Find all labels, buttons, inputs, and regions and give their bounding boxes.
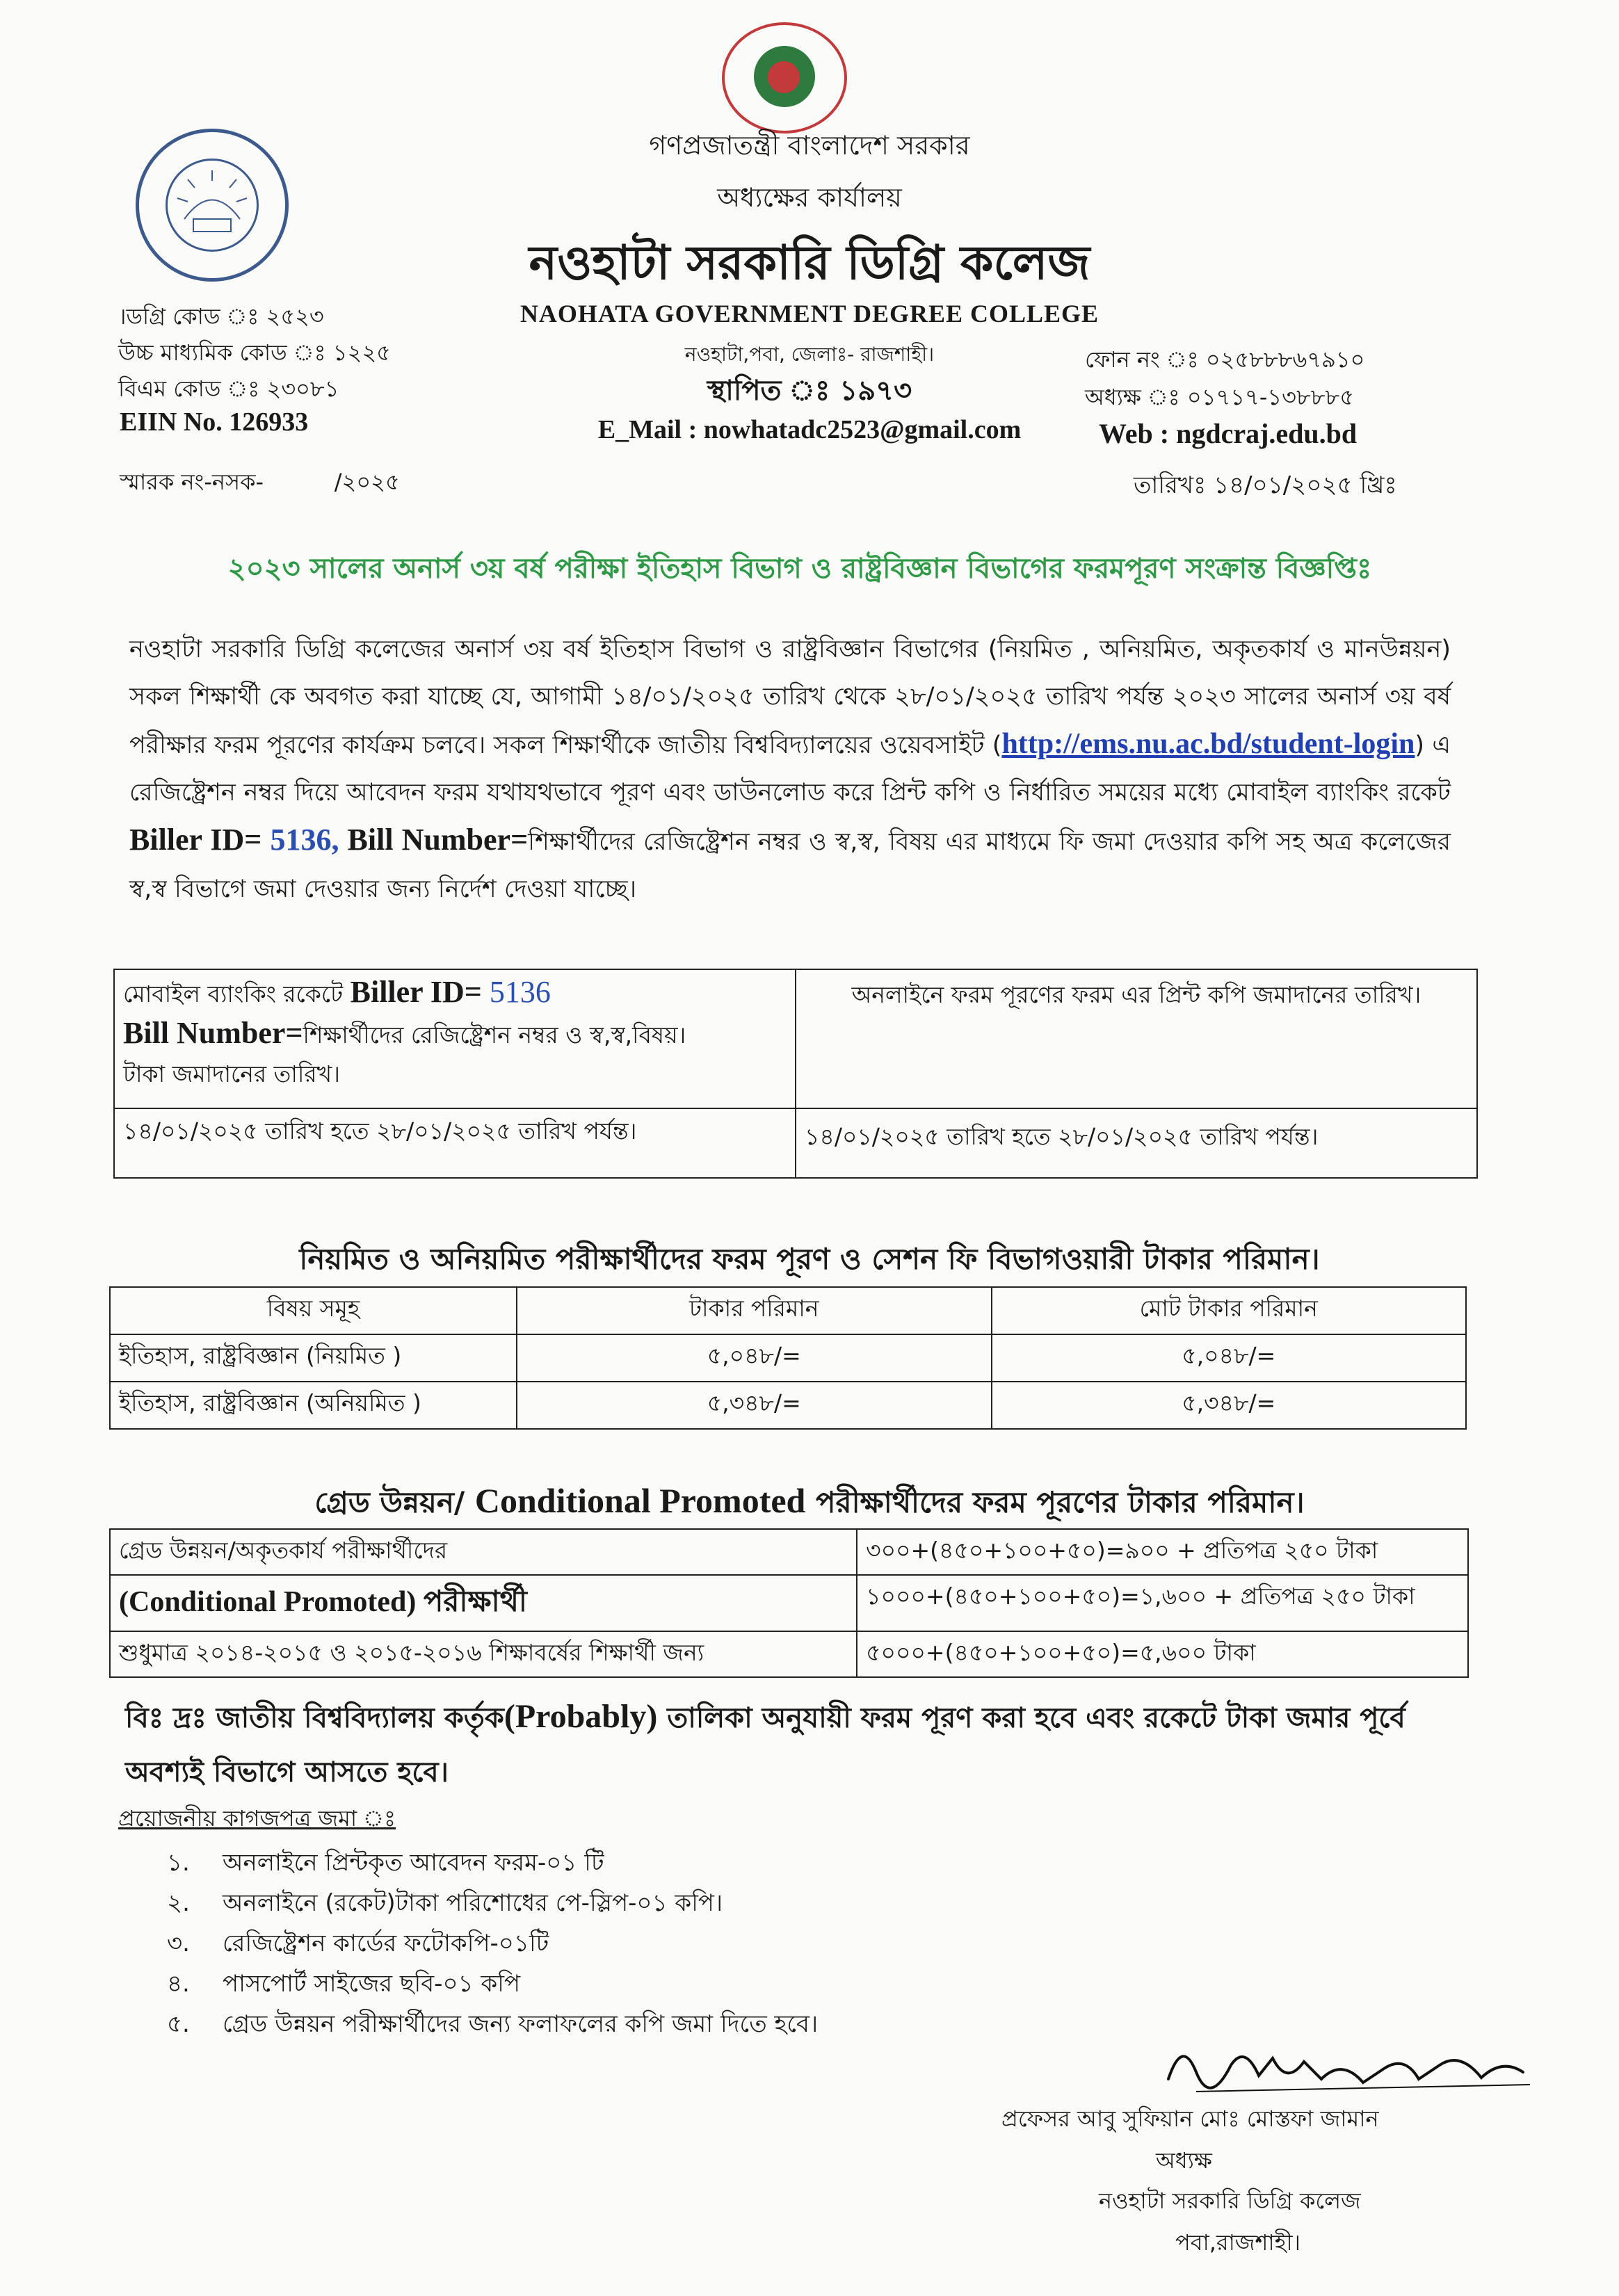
list-item [167, 1883, 818, 1923]
established-year: স্থাপিত ঃ ১৯৭৩ [707, 375, 912, 407]
print-copy-header-cell: অনলাইনে ফরম পূরণের ফরম এর প্রিন্ট কপি জমাদানের তারিখ। [796, 969, 1477, 1108]
grade-fee: ১০০০+(৪৫০+১০০+৫০)=১,৬০০ + প্রতিপত্র ২৫০ টাকা [857, 1575, 1468, 1631]
grade-section-title [0, 1480, 1619, 1529]
table-row [110, 1334, 1466, 1382]
college-name-bn: নওহাটা সরকারি ডিগ্রি কলেজ [529, 236, 1090, 291]
grade-category: গ্রেড উন্নয়ন/অকৃতকার্য পরীক্ষার্থীদের [110, 1529, 857, 1575]
hsc-code: উচ্চ মাধ্যমিক কোড ঃ ১২২৫ [118, 339, 391, 366]
notice-title: ২০২৩ সালের অনার্স ৩য় বর্ষ পরীক্ষা ইতিহাস বিভাগ ও রাষ্ট্রবিজ্ঞান বিভাগের ফরমপূরণ সংক্রান্ত বিজ্ঞপ্তিঃ [227, 553, 1372, 585]
notice-text-2: ) এ রেজিষ্ট্রেশন নম্বর দিয়ে আবেদন ফরম যথাযথভাবে পূরণ এবং ডাউনলোড করে প্রিন্ট কপি ও নির্ধারিত সময়ের মধ্যে মোবাইল ব্যাংকিং রকেট [129, 731, 1451, 807]
list-item [167, 1923, 818, 1964]
principal-phone: অধ্যক্ষ ঃ ০১৭১৭-১৩৮৮৮৫ [1085, 384, 1355, 410]
documents-list [167, 1843, 818, 2044]
item-text: রেজিষ্ট্রেশন কার্ডের ফটোকপি-০১টি [223, 1930, 549, 1957]
item-number: ৩. [167, 1930, 190, 1957]
item-number: ৪. [167, 1970, 190, 1998]
fee-subject: ইতিহাস, রাষ্ট্রবিজ্ঞান (অনিয়মিত ) [110, 1382, 517, 1429]
fee-header-subjects: বিষয় সমূহ [110, 1287, 517, 1334]
notice-text-1: নওহাটা সরকারি ডিগ্রি কলেজের অনার্স ৩য় বর্ষ ইতিহাস বিভাগ ও রাষ্ট্রবিজ্ঞান বিভাগের (নিয়মিত , অনিয়মিত, অকৃতকার্য ও মানউন্নয়ন) সকল শিক্ষার্থী কে অবগত করা যাচ্ছে যে, আগামী ১৪/০১/২০২৫ তারিখ থেকে ২৮/০১/২০২৫ তারিখ পর্যন্ত ২০২৩ সালের অনার্স ৩য় বর্ষ পরীক্ষার ফরম পূরণের কার্যক্রম চলবে। সকল শিক্ষার্থীকে জাতীয় বিশ্ববিদ্যালয়ের ওয়েবসাইট ( [129, 636, 1451, 759]
payment-date-label: টাকা জমাদানের তারিখ। [123, 1060, 341, 1088]
grade-title-english: Conditional Promoted [474, 1481, 806, 1520]
biller-label: Biller ID= [129, 823, 271, 857]
item-number: ২. [167, 1889, 190, 1917]
grade-fee: ৫০০০+(৪৫০+১০০+৫০)=৫,৬০০ টাকা [857, 1631, 1468, 1677]
fee-header-amount: টাকার পরিমান [517, 1287, 992, 1334]
item-text: অনলাইনে (রকেট)টাকা পরিশোধের পে-স্লিপ-০১ কপি। [223, 1889, 723, 1917]
bill-number-label: Bill Number= [123, 1016, 303, 1050]
fee-section-title: নিয়মিত ও অনিয়মিত পরীক্ষার্থীদের ফরম পূরণ ও সেশন ফি বিভাগওয়ারী টাকার পরিমান। [299, 1242, 1320, 1276]
signatory-title: অধ্যক্ষ [1156, 2147, 1212, 2174]
bill-number-label: Bill Number= [339, 823, 529, 857]
notice-body [129, 626, 1451, 913]
fee-amount: ৫,৩৪৮/= [517, 1382, 992, 1429]
grade-category: শুধুমাত্র ২০১৪-২০১৫ ও ২০১৫-২০১৬ শিক্ষাবর্ষের শিক্ষার্থী জন্য [110, 1631, 857, 1677]
item-number: ১. [167, 1849, 190, 1877]
payment-date-table [113, 969, 1478, 1179]
nu-student-login-link[interactable]: http://ems.nu.ac.bd/student-login [1001, 728, 1415, 760]
bangladesh-government-seal [722, 22, 847, 134]
grade-fee-table [109, 1528, 1469, 1678]
college-email: E_Mail : nowhatadc2523@gmail.com [597, 415, 1022, 444]
bm-code: বিএম কোড ঃ ২৩০৮১ [118, 375, 339, 402]
grade-category: (Conditional Promoted) পরীক্ষার্থী [110, 1575, 857, 1631]
memo-reference: স্মারক নং-নসক- /২০২৫ [120, 469, 400, 495]
print-copy-date-range: ১৪/০১/২০২৫ তারিখ হতে ২৮/০১/২০২৫ তারিখ পর্যন্ত। [796, 1108, 1477, 1178]
college-name-en: NAOHATA GOVERNMENT DEGREE COLLEGE [519, 300, 1100, 328]
list-item [167, 2004, 818, 2044]
fee-total: ৫,৩৪৮/= [992, 1382, 1467, 1429]
list-item [167, 1964, 818, 2004]
bill-number-detail: শিক্ষার্থীদের রেজিষ্ট্রেশন নম্বর ও স্ব,স্ব,বিষয়। [303, 1021, 686, 1049]
table-row [110, 1575, 1468, 1631]
signatory-place: পবা,রাজশাহী। [1175, 2229, 1301, 2256]
notice-text-3: শিক্ষার্থীদের রেজিষ্ট্রেশন নম্বর ও স্ব,স্ব, বিষয় এর মাধ্যমে ফি জমা দেওয়ার কপি সহ অত্র কলেজের স্ব,স্ব বিভাগে জমা দেওয়ার জন্য নির্দেশ দেওয়া যাচ্ছে। [129, 828, 1451, 903]
signatory-name: প্রফেসর আবু সুফিয়ান মোঃ মোস্তফা জামান [1001, 2105, 1379, 2132]
item-text: গ্রেড উন্নয়ন পরীক্ষার্থীদের জন্য ফলাফলের কপি জমা দিতে হবে। [223, 2010, 819, 2038]
payment-info-cell [114, 969, 796, 1108]
office-line: অধ্যক্ষের কার্যালয় [717, 182, 902, 213]
govt-line: গণপ্রজাতন্ত্রী বাংলাদেশ সরকার [649, 130, 970, 161]
principal-signature [1154, 2030, 1544, 2107]
payment-date-range: ১৪/০১/২০২৫ তারিখ হতে ২৮/০১/২০২৫ তারিখ পর্যন্ত। [114, 1108, 796, 1178]
fee-subject: ইতিহাস, রাষ্ট্রবিজ্ঞান (নিয়মিত ) [110, 1334, 517, 1382]
rocket-label: মোবাইল ব্যাংকিং রকেটে [123, 980, 351, 1008]
item-text: অনলাইনে প্রিন্টকৃত আবেদন ফরম-০১ টি [223, 1849, 604, 1877]
grade-title-part2: পরীক্ষার্থীদের ফরম পূরণের টাকার পরিমান। [805, 1485, 1305, 1519]
grade-fee: ৩০০+(৪৫০+১০০+৫০)=৯০০ + প্রতিপত্র ২৫০ টাকা [857, 1529, 1468, 1575]
note-text-2: তালিকা অনুযায়ী ফরম পূরণ করা হবে এবং রকেটে টাকা জমার পূর্বে অবশ্যই বিভাগে আসতে হবে। [125, 1702, 1405, 1788]
documents-heading: প্রয়োজনীয় কাগজপত্র জমা ঃ [118, 1805, 396, 1832]
table-row [110, 1631, 1468, 1677]
fee-header-total: মোট টাকার পরিমান [992, 1287, 1467, 1334]
fee-total: ৫,০৪৮/= [992, 1334, 1467, 1382]
phone-number: ফোন নং ঃ ০২৫৮৮৮৬৭৯১০ [1085, 346, 1365, 373]
fee-table [109, 1286, 1467, 1430]
signatory-college: নওহাটা সরকারি ডিগ্রি কলেজ [1099, 2188, 1361, 2214]
note-text-1: বিঃ দ্রঃ জাতীয় বিশ্ববিদ্যালয় কর্তৃক [125, 1702, 504, 1734]
special-note [125, 1690, 1460, 1800]
college-address: নওহাটা,পবা, জেলাঃ- রাজশাহী। [684, 343, 935, 366]
list-item [167, 1843, 818, 1883]
grade-title-part1: গ্রেড উন্নয়ন/ [314, 1485, 475, 1519]
eiin-number: EIIN No. 126933 [120, 407, 309, 437]
degree-code: ।ডগ্রি কোড ঃ ২৫২৩ [118, 303, 324, 330]
fee-amount: ৫,০৪৮/= [517, 1334, 992, 1382]
biller-id: 5136, [270, 823, 339, 857]
website: Web : ngdcraj.edu.bd [1099, 418, 1358, 449]
biller-id: 5136 [489, 975, 551, 1009]
memo-date: তারিখঃ ১৪/০১/২০২৫ খ্রিঃ [1134, 471, 1397, 499]
table-row [110, 1529, 1468, 1575]
item-number: ৫. [167, 2010, 190, 2038]
biller-label: Biller ID= [350, 975, 490, 1009]
note-english: (Probably) [504, 1698, 658, 1735]
table-row [110, 1382, 1466, 1429]
item-text: পাসপোর্ট সাইজের ছবি-০১ কপি [223, 1970, 521, 1998]
